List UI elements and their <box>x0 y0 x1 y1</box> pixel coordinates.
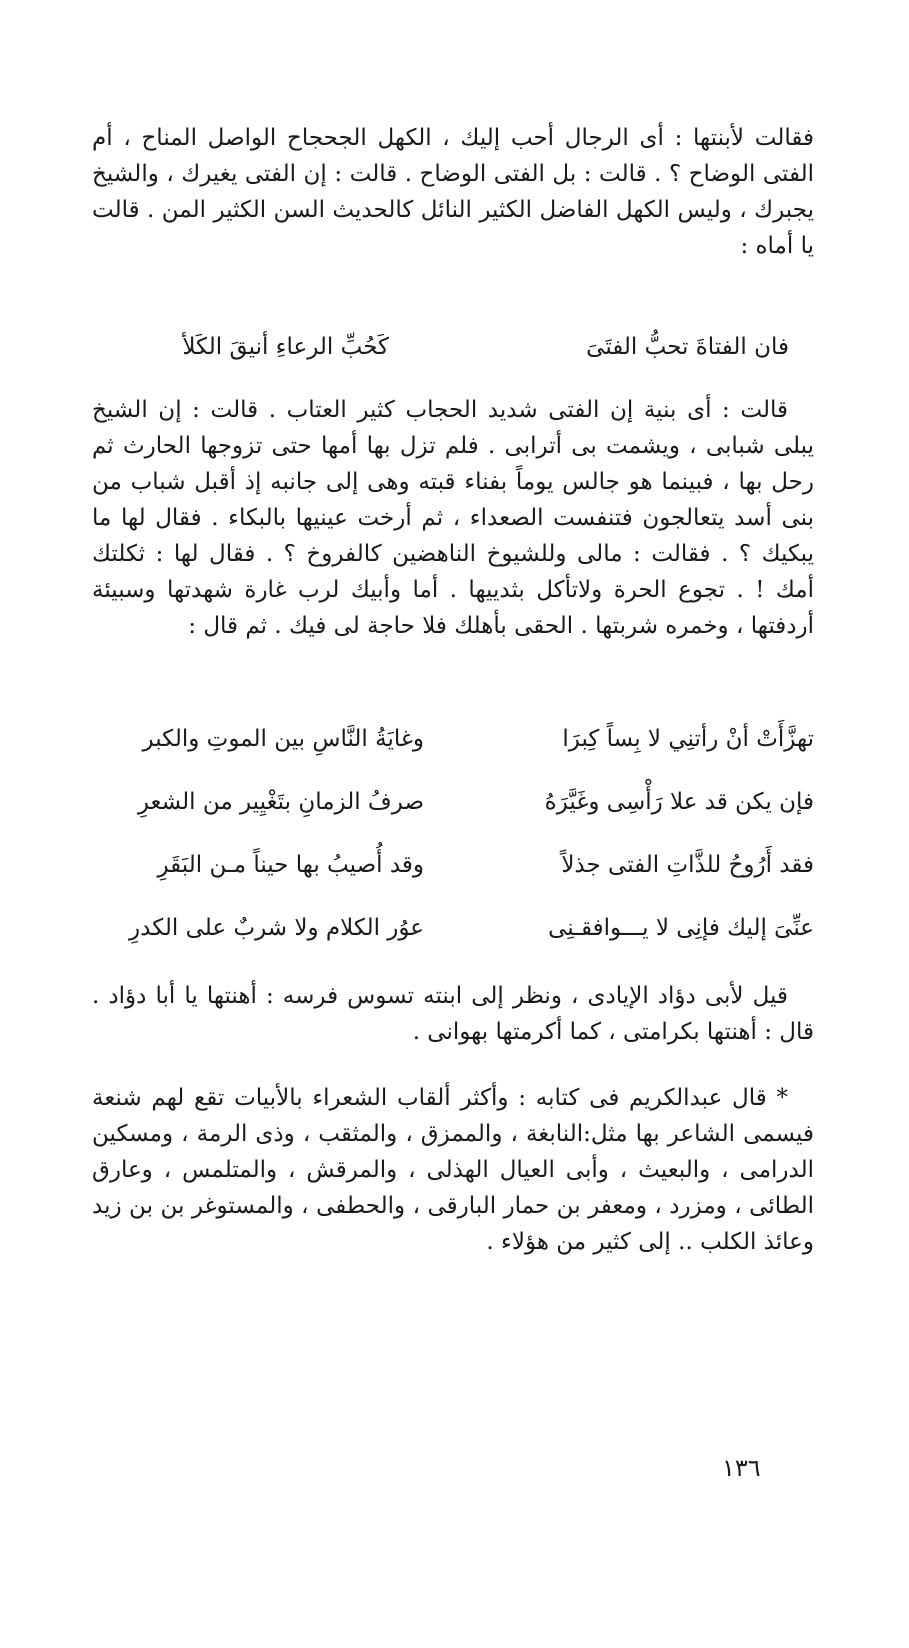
paragraph-mother-question: فقالت لأبنتها : أى الرجال أحب إليك ، الكهل الجحجاح الواصل المناح ، أم الفتى الوضاح ؟ . قالت : بل الفتى الوضاح . قالت : إن الفتى يغيرك ، والشيخ يجبرك ، وليس الكهل الفاضل الكثير النائل كالحديث السن الكثير المن . قالت يا أماه : <box>92 125 814 259</box>
poem-line-4-hemistich-second: عوُر الكلام ولا شربٌ على الكدرِ <box>129 915 424 941</box>
page-number: ١٣٦ <box>722 1454 761 1482</box>
paragraph-poet-nicknames: * قال عبدالكريم فى كتابه : وأكثر ألقاب الشعراء بالأبيات تقع لهم شنعة فيسمى الشاعر بها مثل:النابغة ، والممزق ، والمثقب ، وذى الرمة ، ومسكين الدرامى ، والبعيث ، وأبى العيال الهذلى ، والمرقش ، والمتلمس ، وعارق الطائى ، ومزرد ، ومعفر بن حمار البارقى ، والحطفى ، والمستوغر بن بن زيد وعائذ الكلب .. إلى كثير من هؤلاء . <box>92 1085 814 1255</box>
poem-line-3-hemistich-second: وقد أُصيبُ بها حيناً مـن البَقَرِ <box>157 852 424 878</box>
poem-line-1-hemistich-second: وغايَةُ النَّاسِ بين الموتِ والكبر <box>142 726 424 752</box>
paragraph-abu-duad: قيل لأبى دؤاد الإيادى ، ونظر إلى ابنته تسوس فرسه : أهنتها يا أبا دؤاد . قال : أهنتها بكرامتى ، كما أكرمتها بهوانى . <box>92 983 814 1045</box>
paragraph-harith-marriage: قالت : أى بنية إن الفتى شديد الحجاب كثير العتاب . قالت : إن الشيخ يبلى شبابى ، ويشمت بى أترابى . فلم تزل بها أمها حتى تزوجها الحارث ثم رحل بها ، فبينما هو جالس يوماً بفناء قبته وهى إلى جانبه إذ أقبل شباب من بنى أسد يتعالجون فتنفست الصعداء ، ثم أرخت عينيها بالبكاء . فقال لها ما يبكيك ؟ . فقالت : مالى وللشيوخ الناهضين كالفروخ ؟ . فقال لها : ثكلتك أمك ! . تجوع الحرة ولاتأكل بثدييها . أما وأبيك لرب غارة شهدتها وسبيئة أردفتها ، وخمره شربتها . الحقى بأهلك فلا حاجة لى فيك . ثم قال : <box>92 397 814 639</box>
verse-one-hemistich-second: كَحُبِّ الرعاءِ أنيقَ الكَلأ <box>182 334 389 360</box>
poem-line-2-hemistich-second: صرفُ الزمانِ بتَغْيِير من الشعرِ <box>137 789 424 815</box>
poem-line-3-hemistich-first: فقد أَرُوحُ للذَّاتِ الفتى جذلاً <box>561 852 814 878</box>
poem-line-2-hemistich-first: فإن يكن قد علا رَأْسِى وغَيَّرَهُ <box>544 789 814 815</box>
verse-one-hemistich-first: فان الفتاةَ تحبُّ الفتَىَ <box>586 334 789 360</box>
poem-line-4-hemistich-first: عنِّىَ إليك فإنِى لا يـــوافقـنِى <box>548 915 814 941</box>
poem-line-1-hemistich-first: تهزَّأَتْ أنْ رأتنِي لا بِساً كِبرَا <box>562 726 814 752</box>
